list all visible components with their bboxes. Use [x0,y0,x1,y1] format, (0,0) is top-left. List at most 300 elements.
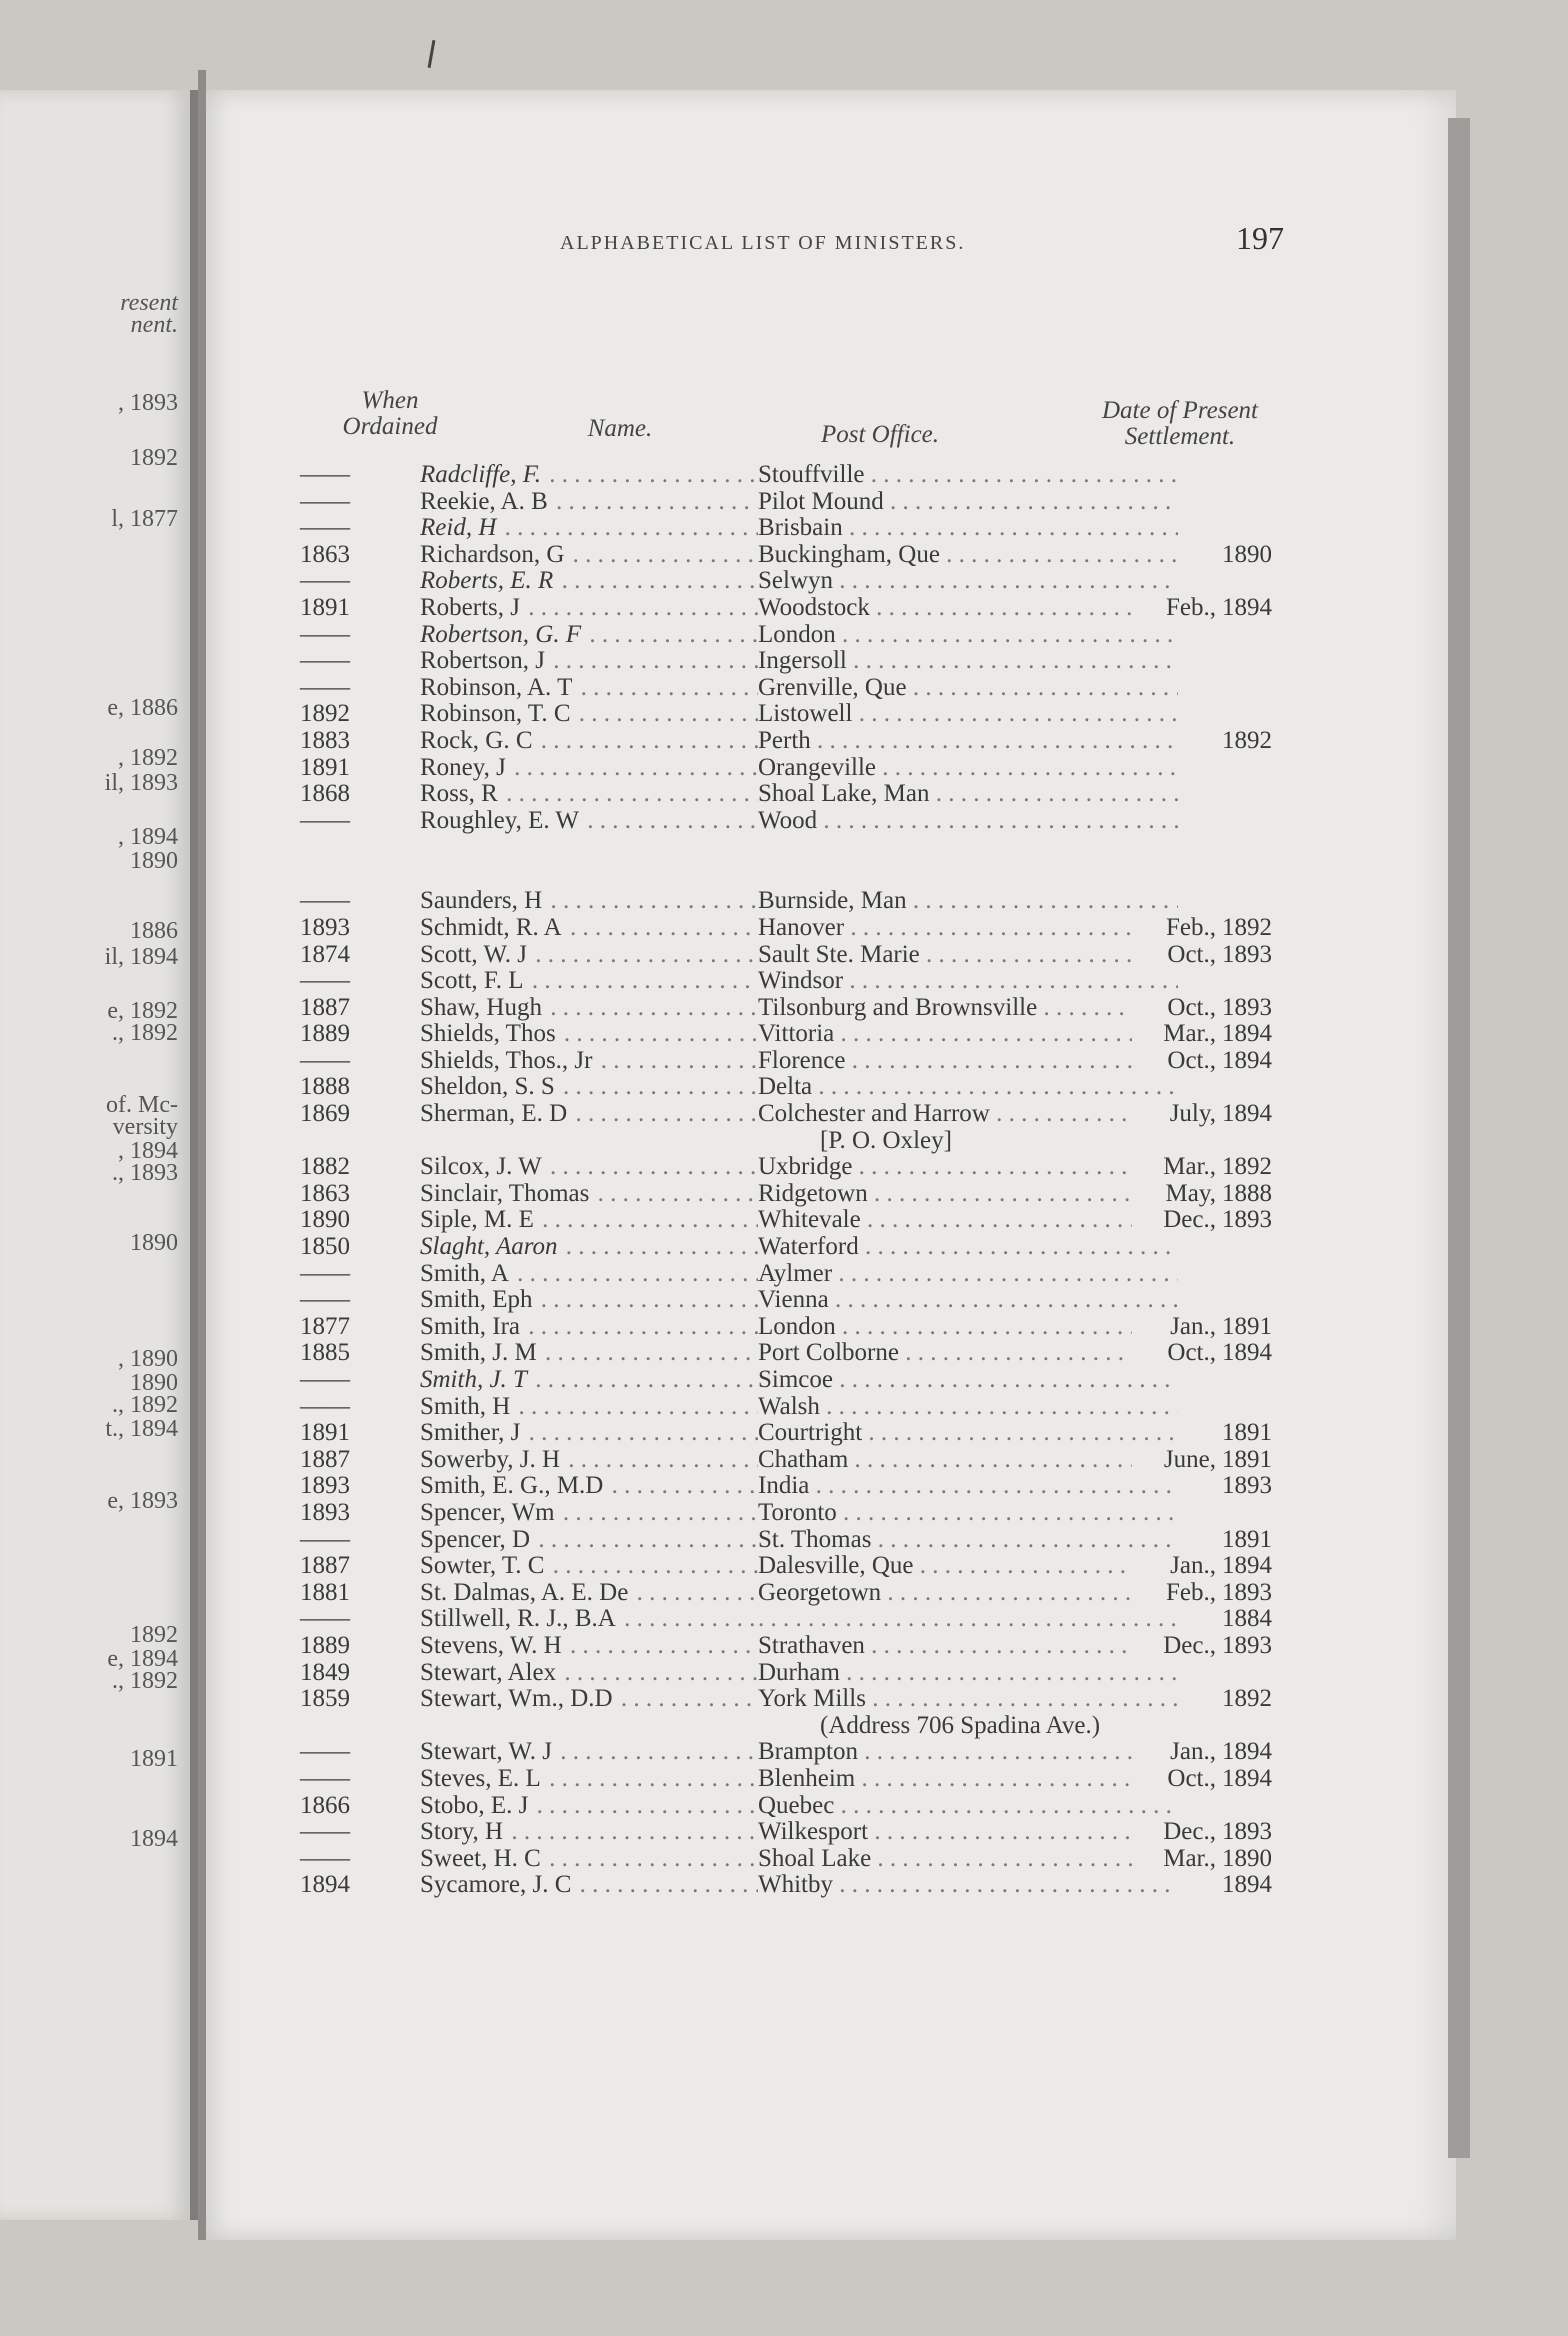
settlement-year: 1894 [1222,1339,1272,1367]
left-page-fragment: e, 1894 [107,1646,178,1672]
settlement-year: 1890 [1222,1844,1272,1872]
post-office-text: Brisbain [758,515,843,542]
minister-name-text: Robertson, G. F [420,621,582,648]
settlement-year: 1884 [1222,1605,1272,1633]
minister-row [300,1394,1300,1421]
ordained-year: —— [300,1366,350,1393]
post-office [758,942,1178,969]
minister-row [300,915,1300,942]
post-office [758,1394,1178,1421]
post-office [758,781,1178,808]
minister-row [300,1606,1300,1633]
minister-row [300,1553,1300,1580]
post-office [758,1181,1178,1208]
post-office [758,1367,1178,1394]
post-office [758,1793,1178,1820]
post-office-text: Orangeville [758,754,877,781]
post-office [758,1074,1178,1101]
ordained-year: —— [300,1738,350,1766]
post-office [758,968,1178,995]
settlement-month: Oct., [1132,1048,1216,1075]
ordained-year: 1850 [300,1233,350,1261]
post-office-text: Sault Ste. Marie [758,941,920,968]
ordained-year: 1881 [300,1578,350,1606]
ordained-year: 1889 [300,1020,350,1048]
post-office [758,755,1178,782]
post-office-text: Shoal Lake [758,1845,872,1872]
minister-row [300,1527,1300,1554]
post-office-text: Colchester and Harrow [758,1101,990,1128]
minister-name-text: Shaw, Hugh [420,994,542,1021]
minister-row [300,781,1300,808]
post-office-text: (Address 706 Spadina Ave.) [820,1712,1101,1739]
post-office-text: Vienna [758,1287,829,1314]
ordained-year: —— [300,461,350,488]
post-office-text: Aylmer [758,1260,833,1287]
left-page-fragment: 1892 [130,445,178,471]
ordained-year: —— [300,620,350,648]
post-office-text: Georgetown [758,1579,882,1606]
minister-row [300,1367,1300,1394]
minister-row [300,1340,1300,1367]
minister-row [300,1234,1300,1261]
post-office-text: [P. O. Oxley] [820,1127,952,1154]
minister-name-text: Sweet, H. C [420,1845,541,1872]
section-gap [300,834,1300,888]
book-gutter [198,70,206,2240]
left-page-fragment: resent [120,290,178,316]
page-edge [1448,118,1470,2158]
post-office-text: Quebec [758,1792,835,1819]
ordained-year: 1887 [300,1552,350,1580]
left-page-fragment: , 1894 [118,1138,178,1164]
post-office-text: Dalesville, Que [758,1553,914,1580]
minister-name-text: Spencer, Wm [420,1499,555,1526]
minister-name-text: Sycamore, J. C [420,1872,572,1899]
ordained-year: 1888 [300,1073,350,1101]
post-office-text: Walsh [758,1393,820,1420]
settlement-month: Oct., [1132,1340,1216,1367]
post-office-text: Ingersoll [758,648,847,675]
settlement-month: Jan., [1132,1553,1216,1580]
post-office [758,1606,1178,1633]
post-office-text: Uxbridge [758,1154,853,1181]
minister-name-text: Smither, J [420,1420,521,1447]
post-office-text: Strathaven [758,1632,865,1659]
left-page-fragment: , 1893 [118,390,178,416]
settlement-year: 1894 [1222,593,1272,621]
minister-row [300,1021,1300,1048]
post-office-text: London [758,1313,836,1340]
post-office-text: Stouffville [758,462,865,488]
post-office-text: Chatham [758,1446,849,1473]
minister-name-text: Shields, Thos [420,1021,556,1048]
settlement-month: Jan., [1132,1739,1216,1766]
post-office-text: Port Colborne [758,1340,899,1367]
minister-name-text: Steves, E. L [420,1765,541,1792]
settlement-year: 1888 [1222,1179,1272,1207]
col-head-date [1060,398,1300,450]
settlement-month: Mar., [1132,1154,1216,1181]
settlement-month: Mar., [1132,1846,1216,1873]
post-office [758,1234,1178,1261]
settlement-year: 1893 [1222,940,1272,968]
settlement-month: Oct., [1132,1766,1216,1793]
settlement-month: Feb., [1132,1580,1216,1607]
post-office [758,1420,1178,1447]
post-office [758,622,1178,649]
ordained-year: 1882 [300,1153,350,1181]
settlement-year: 1894 [1222,1020,1272,1048]
minister-row [300,622,1300,649]
settlement-year: 1894 [1222,1100,1272,1128]
post-office [758,542,1178,569]
minister-row [300,1314,1300,1341]
post-office [758,701,1178,728]
ordained-year: —— [300,487,350,515]
left-page-fragment: 1890 [130,1370,178,1396]
post-office [758,515,1178,542]
settlement-year: 1891 [1222,1419,1272,1447]
ordained-year: 1893 [300,913,350,941]
left-page-fragment: nent. [130,312,178,338]
post-office-text: Selwyn [758,568,833,595]
left-page-fragment: of. Mc- [106,1092,178,1118]
scan-mark [428,40,436,68]
minister-name-text: Scott, W. J [420,941,527,968]
left-page-fragment: l, 1877 [111,506,178,532]
minister-list [300,462,1300,1899]
post-office [758,1660,1178,1687]
ordained-year: 1891 [300,1419,350,1447]
post-office [758,1766,1178,1793]
minister-row [300,462,1300,489]
post-office-text: India [758,1473,810,1500]
post-office-text: Wilkesport [758,1819,869,1846]
minister-name-text: Ross, R [420,781,498,808]
minister-row [300,1580,1300,1607]
left-page-fragment: , 1892 [118,745,178,771]
minister-row [300,1633,1300,1660]
post-office-text: Pilot Mound [758,488,884,515]
post-office [758,1447,1178,1474]
left-page-fragment: 1890 [130,848,178,874]
post-office-text: Brampton [758,1739,858,1766]
post-office [758,728,1178,755]
ordained-year: —— [300,806,350,834]
minister-row [300,701,1300,728]
post-office [758,1287,1178,1314]
post-office-text: Delta [758,1074,813,1101]
ordained-year: —— [300,567,350,595]
minister-row [300,1766,1300,1793]
settlement-year: 1894 [1222,1552,1272,1580]
minister-row [300,1872,1300,1899]
minister-row [300,808,1300,835]
post-office-text: Grenville, Que [758,674,907,701]
settlement-year: 1893 [1222,1578,1272,1606]
minister-row [300,1713,1300,1740]
post-office [758,1500,1178,1527]
minister-name-text: Story, H [420,1819,504,1846]
left-page-fragment: 1886 [130,918,178,944]
minister-name-text: Rock, G. C [420,727,533,754]
col-head-date-2: Settlement. [1124,423,1236,450]
minister-row [300,1261,1300,1288]
post-office [820,1713,1240,1740]
post-office-text: Wood [758,807,818,834]
minister-row [300,888,1300,915]
ordained-year: 1887 [300,1445,350,1473]
post-office [758,1686,1178,1713]
minister-row [300,942,1300,969]
ordained-year: —— [300,647,350,675]
running-head: ALPHABETICAL LIST OF MINISTERS. [560,232,966,254]
minister-name-text: Smith, J. M [420,1340,537,1367]
ordained-year: —— [300,1046,350,1074]
minister-name-text: Stewart, Wm., D.D [420,1686,613,1713]
post-office-text: Perth [758,727,811,754]
minister-name-text: Spencer, D [420,1526,531,1553]
ordained-year: 1883 [300,726,350,754]
ordained-year: 1863 [300,1179,350,1207]
post-office [758,1553,1178,1580]
minister-name-text: Saunders, H [420,888,543,915]
settlement-year: 1893 [1222,1206,1272,1234]
left-page-fragment: e, 1892 [107,998,178,1024]
post-office-text: Ridgetown [758,1180,868,1207]
minister-row [300,1819,1300,1846]
post-office-text: Burnside, Man [758,888,907,915]
minister-name-text: Richardson, G [420,541,565,568]
left-page-fragment: ., 1892 [112,1020,178,1046]
post-office-text: Courtright [758,1420,863,1447]
post-office [758,1154,1178,1181]
post-office [758,1048,1178,1075]
post-office [758,1819,1178,1846]
minister-name-text: Smith, Ira [420,1313,520,1340]
minister-row [300,1048,1300,1075]
ordained-year: 1877 [300,1312,350,1340]
post-office [758,1580,1178,1607]
post-office-text: Buckingham, Que [758,541,940,568]
minister-row [300,995,1300,1022]
left-page-fragment: ., 1893 [112,1160,178,1186]
post-office-text: Shoal Lake, Man [758,781,930,808]
minister-name-text: Siple, M. E [420,1207,534,1234]
settlement-year: 1894 [1222,1046,1272,1074]
post-office-text: York Mills [758,1686,866,1713]
minister-row [300,1686,1300,1713]
ordained-year: 1891 [300,753,350,781]
settlement-year: 1893 [1222,1472,1272,1500]
minister-row [300,1154,1300,1181]
post-office-text: Hanover [758,914,845,941]
left-page-fragment: il, 1893 [104,770,178,796]
ordained-year: 1887 [300,993,350,1021]
post-office-text: London [758,621,836,648]
settlement-year: 1892 [1222,1685,1272,1713]
post-office-text: Windsor [758,968,844,995]
minister-row [300,568,1300,595]
left-page-fragment: t., 1894 [105,1416,178,1442]
post-office [758,675,1178,702]
post-office [758,1473,1178,1500]
ordained-year: 1868 [300,780,350,808]
minister-name-text: Shields, Thos., Jr [420,1047,593,1074]
post-office-text: Waterford [758,1234,859,1261]
minister-name-text: Robertson, J [420,648,545,675]
post-office-text: Blenheim [758,1765,856,1792]
minister-name-text: Reekie, A. B [420,488,548,515]
minister-row [300,1181,1300,1208]
minister-row [300,515,1300,542]
ordained-year: 1863 [300,540,350,568]
minister-row [300,1128,1300,1155]
minister-row [300,595,1300,622]
col-head-date-1: Date of Present [1102,397,1258,424]
minister-name-text: Robinson, T. C [420,701,571,728]
minister-row [300,542,1300,569]
post-office-text: Listowell [758,701,853,728]
minister-row [300,1074,1300,1101]
minister-row [300,1207,1300,1234]
settlement-year: 1894 [1222,1738,1272,1766]
post-office-text: St. Thomas [758,1526,872,1553]
settlement-year: 1893 [1222,993,1272,1021]
settlement-month: Jan., [1132,1314,1216,1341]
settlement-year: 1892 [1222,913,1272,941]
post-office [758,1739,1178,1766]
minister-name-text: Smith, H [420,1393,511,1420]
minister-name-text: Stobo, E. J [420,1792,529,1819]
minister-row [300,1473,1300,1500]
ordained-year: —— [300,1844,350,1872]
col-head-name: Name. [587,415,653,442]
col-head-post-office: Post Office. [820,421,940,448]
minister-row [300,1500,1300,1527]
post-office [758,1846,1178,1873]
settlement-month: Dec., [1132,1633,1216,1660]
settlement-month: July, [1132,1101,1216,1128]
minister-name-text: Silcox, J. W [420,1154,542,1181]
settlement-year: 1894 [1222,1764,1272,1792]
post-office [758,1207,1178,1234]
minister-row [300,1846,1300,1873]
ordained-year: 1891 [300,593,350,621]
left-page-fragment: il, 1894 [104,944,178,970]
settlement-year: 1891 [1222,1312,1272,1340]
post-office [758,595,1178,622]
left-page-fragment: e, 1886 [107,695,178,721]
settlement-year: 1891 [1222,1525,1272,1553]
left-page-fragment: versity [112,1114,178,1140]
left-page [0,90,198,2220]
ordained-year: —— [300,1818,350,1846]
minister-name-text: Slaght, Aaron [420,1234,558,1261]
post-office [758,568,1178,595]
minister-name-text: Sinclair, Thomas [420,1180,590,1207]
post-office [758,489,1178,516]
minister-name-text: Smith, A [420,1260,509,1287]
post-office [758,462,1178,489]
ordained-year: 1885 [300,1339,350,1367]
ordained-year: —— [300,1392,350,1420]
settlement-month: Oct., [1132,942,1216,969]
left-page-fragment: ., 1892 [112,1392,178,1418]
minister-name-text: Schmidt, R. A [420,914,562,941]
settlement-year: 1892 [1222,1153,1272,1181]
ordained-year: 1849 [300,1658,350,1686]
post-office [758,1021,1178,1048]
left-page-fragment: 1894 [130,1826,178,1852]
post-office [758,808,1178,835]
ordained-year: —— [300,1259,350,1287]
minister-row [300,648,1300,675]
minister-row [300,1739,1300,1766]
ordained-year: —— [300,1286,350,1314]
settlement-year: 1890 [1222,540,1272,568]
post-office [758,1261,1178,1288]
minister-name-text: Smith, J. T [420,1367,527,1393]
settlement-month: Mar., [1132,1021,1216,1048]
minister-name-text: Roberts, E. R [420,568,554,595]
minister-row [300,1101,1300,1128]
ordained-year: —— [300,1605,350,1633]
ordained-year: 1894 [300,1871,350,1899]
minister-name-text: Sheldon, S. S [420,1074,555,1101]
post-office-text: Tilsonburg and Brownsville [758,994,1038,1021]
page-number: 197 [1236,220,1284,256]
minister-name-text: Stewart, W. J [420,1739,552,1766]
minister-row [300,1660,1300,1687]
minister-row [300,1287,1300,1314]
post-office-text: Woodstock [758,594,870,621]
left-page-fragment: 1892 [130,1622,178,1648]
minister-name-text: Stevens, W. H [420,1632,562,1659]
ordained-year: 1889 [300,1631,350,1659]
col-head-when-1: When [361,387,419,414]
post-office-text: Durham [758,1659,840,1686]
minister-name-text: St. Dalmas, A. E. De [420,1579,629,1606]
settlement-month: Feb., [1132,915,1216,942]
settlement-month: May, [1132,1181,1216,1208]
minister-name-text: Robinson, A. T [420,674,573,701]
minister-row [300,675,1300,702]
minister-name-text: Roughley, E. W [420,807,580,834]
ordained-year: —— [300,1764,350,1792]
post-office [758,648,1178,675]
minister-name-text: Scott, F. L [420,968,524,995]
settlement-year: 1893 [1222,1631,1272,1659]
minister-name-text: Smith, Eph [420,1287,533,1314]
minister-row [300,728,1300,755]
minister-row [300,1793,1300,1820]
settlement-year: 1891 [1222,1445,1272,1473]
post-office-text: Vittoria [758,1021,835,1048]
ordained-year: —— [300,887,350,915]
minister-row [300,968,1300,995]
settlement-month: Dec., [1132,1819,1216,1846]
ordained-year: —— [300,967,350,995]
ordained-year: —— [300,673,350,701]
minister-row [300,755,1300,782]
post-office-text: Whitevale [758,1207,861,1234]
minister-row [300,1420,1300,1447]
settlement-month: Dec., [1132,1207,1216,1234]
minister-name-text: Sowerby, J. H [420,1446,561,1473]
left-page-fragment: , 1894 [118,824,178,850]
